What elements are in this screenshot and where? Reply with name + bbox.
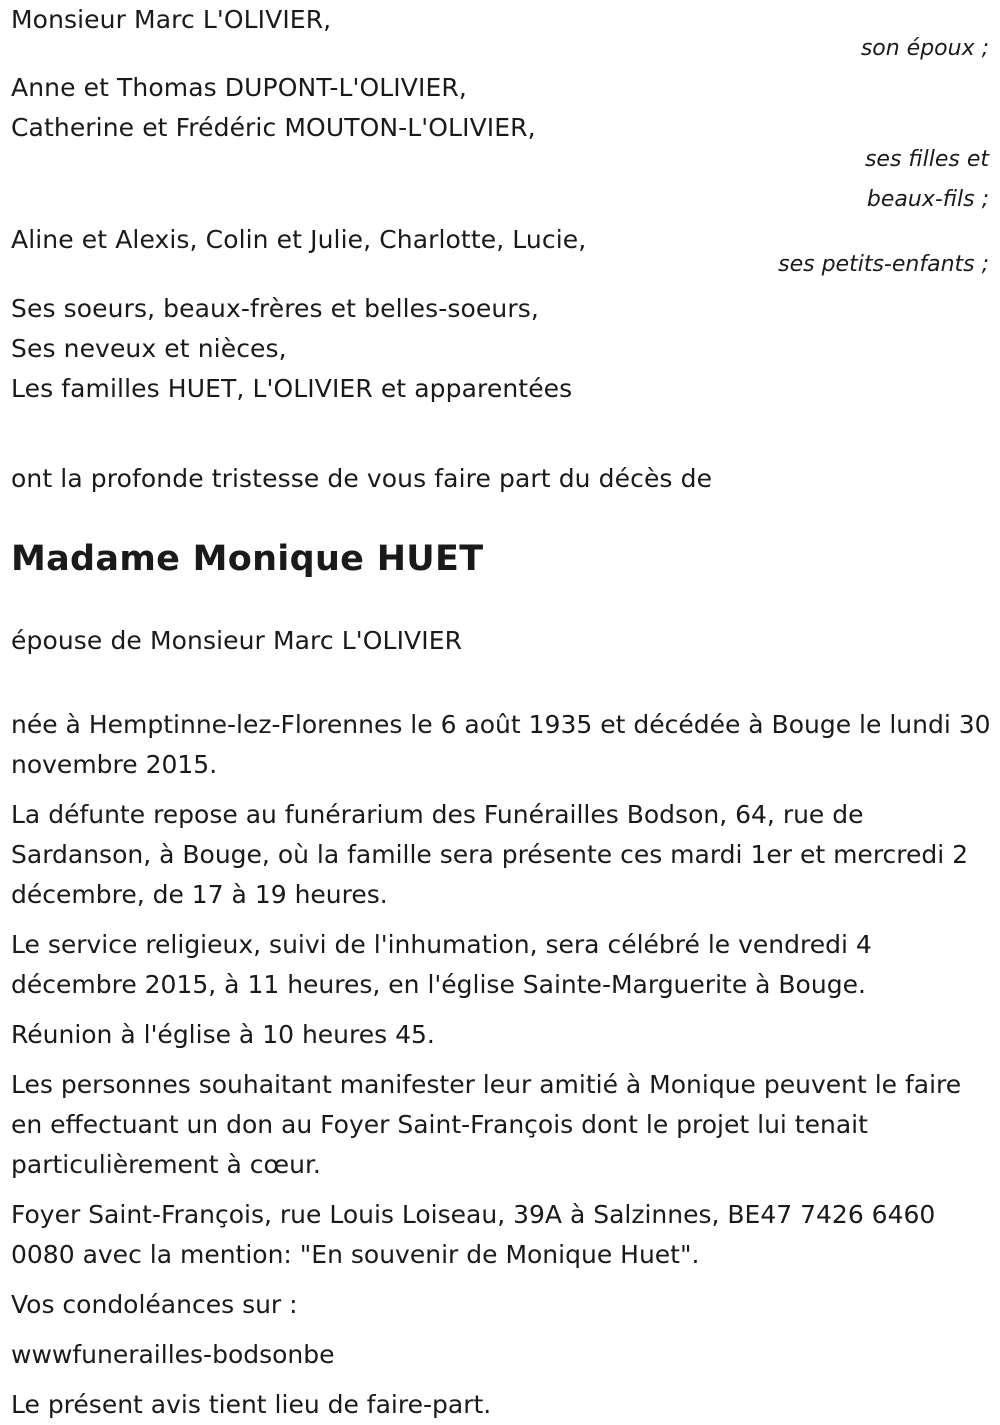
meeting-paragraph: Réunion à l'église à 10 heures 45.: [11, 1020, 435, 1049]
nephews-line: Ses neveux et nièces,: [11, 334, 287, 363]
grandchildren-names: Aline et Alexis, Colin et Julie, Charlotte, Lucie,: [11, 225, 587, 254]
notice-closing: Le présent avis tient lieu de faire-part.: [11, 1390, 492, 1419]
daughters-relation-1: ses filles et: [864, 147, 989, 172]
condolences-link[interactable]: wwwfunerailles-bodsonbe: [11, 1340, 335, 1369]
service-paragraph: Le service religieux, suivi de l'inhumation, sera célébré le vendredi 4 décembre 2015, à 11 heures, en l'église Sainte-Marguerite à Bouge.: [11, 930, 872, 999]
donation-paragraph: Les personnes souhaitant manifester leur amitié à Monique peuvent le faire en effectuant un don au Foyer Saint-François dont le projet lui tenait particulièrement à cœur.: [11, 1070, 962, 1179]
family-group-daughters: [11, 68, 991, 220]
obituary-notice: [11, 0, 991, 1425]
family-group-others: [11, 289, 991, 409]
funerarium-paragraph: La défunte repose au funérarium des Funérailles Bodson, 64, rue de Sardanson, à Bouge, où la famille sera présente ces mardi 1er et mercredi 2 décembre, de 17 à 19 heures.: [11, 800, 969, 909]
daughters-relation-2: beaux-fils ;: [866, 187, 989, 212]
grandchildren-relation: ses petits-enfants ;: [778, 252, 989, 277]
husband-name: Monsieur Marc L'OLIVIER,: [11, 5, 332, 34]
daughter-line-1: Anne et Thomas DUPONT-L'OLIVIER,: [11, 73, 467, 102]
foyer-paragraph: Foyer Saint-François, rue Louis Loiseau, 39A à Salzinnes, BE47 7426 6460 0080 avec la mention: "En souvenir de Monique Huet".: [11, 1200, 936, 1269]
family-group-husband: [11, 0, 991, 69]
families-line: Les familles HUET, L'OLIVIER et apparentées: [11, 374, 573, 403]
spouse-of-line: épouse de Monsieur Marc L'OLIVIER: [11, 626, 463, 655]
family-group-grandchildren: [11, 220, 991, 285]
condolences-label: Vos condoléances sur :: [11, 1290, 298, 1319]
daughter-line-2: Catherine et Frédéric MOUTON-L'OLIVIER,: [11, 113, 536, 142]
birth-death-paragraph: née à Hemptinne-lez-Florennes le 6 août 1935 et décédée à Bouge le lundi 30 novembre 2015.: [11, 710, 991, 779]
siblings-line: Ses soeurs, beaux-frères et belles-soeurs,: [11, 294, 539, 323]
husband-relation: son époux ;: [860, 36, 989, 61]
announcement-text: ont la profonde tristesse de vous faire part du décès de: [11, 464, 713, 493]
deceased-name: Madame Monique HUET: [11, 539, 484, 579]
